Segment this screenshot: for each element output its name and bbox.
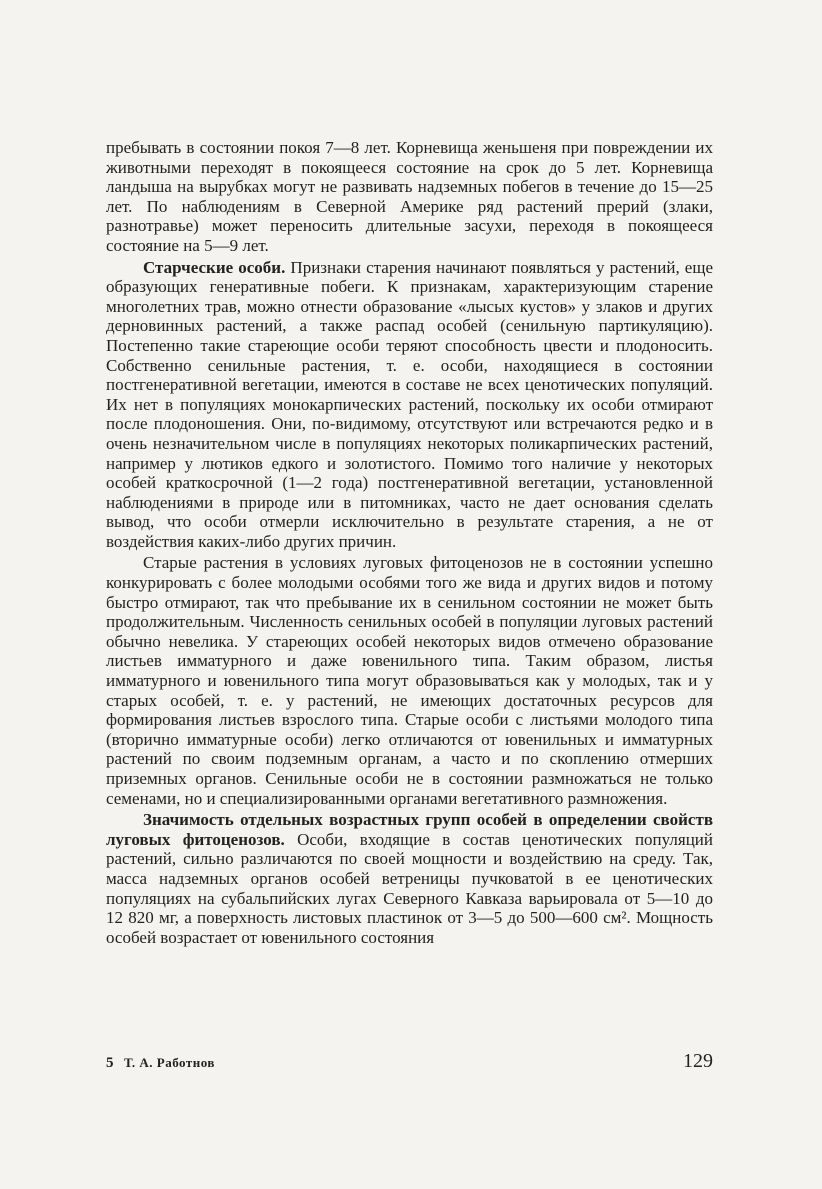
page-number: 129 [683, 1050, 713, 1072]
paragraph-text: Признаки старения начинают появляться у растений, еще образующих генеративные побеги. К признакам, характеризующим старение многолетних трав, можно отнести образование «лысых кустов» у злаков и других дерновинных растений, а также распад особей (сенильную партикуляцию). Постепенно такие стареющие особи теряют способность цвести и плодоносить. Собственно сенильные растения, т. е. особи, находящиеся в состоянии постгенеративной вегетации, имеются в составе не всех ценотических популяций. Их нет в популяциях монокарпических растений, поскольку их особи отмирают после плодоношения. Они, по-видимому, отсутствуют или встречаются редко и в очень незначительном числе в популяциях некоторых поликарпических растений, например у лютиков едкого и золотистого. Помимо того наличие у некоторых особей краткосрочной (1—2 года) постгенеративной вегетации, установленной наблюдениями в природе или в питомниках, часто не дает основания сделать вывод, что особи отмерли исключительно в результате старения, а не от воздействия каких-либо других причин. [106, 257, 713, 551]
paragraph-text: пребывать в состоянии покоя 7—8 лет. Корневища женьшеня при повреждении их животными переходят в покоящееся состояние на срок до 5 лет. Корневища ландыша на вырубках могут не развивать надземных побегов в течение до 15—25 лет. По наблюдениям в Северной Америке ряд растений прерий (злаки, разнотравье) может переносить длительные засухи, переходя в покоящееся состояние на 5—9 лет. [106, 138, 713, 255]
paragraph-text: Особи, входящие в состав ценотических популяций растений, сильно различаются по своей мощности и воздействию на среду. Так, масса надземных органов особей ветреницы пучковатой в ее ценотических популяциях на субальпийских лугах Северного Кавказа варьировала от 5—10 до 12 820 мг, а поверхность листовых пластинок от 3—5 до 500—600 см². Мощность особей возрастает от ювенильного состояния [106, 829, 713, 947]
signature-number: 5 [106, 1055, 114, 1071]
paragraph-heading: Старческие особи. [143, 257, 286, 277]
paragraph-continuation [106, 138, 713, 256]
paragraph-heading: Значимость отдельных возрастных групп особей в определении свойств луговых фитоценозов. [106, 810, 713, 849]
footer-signature [106, 1055, 215, 1072]
page-body [106, 138, 713, 947]
paragraph-old-plants [106, 553, 713, 808]
page-footer [106, 1050, 713, 1073]
paragraph-senile-individuals [106, 258, 713, 552]
footer-author: Т. А. Работнов [124, 1055, 215, 1070]
paragraph-text: Старые растения в условиях луговых фитоценозов не в состоянии успешно конкурировать с более молодыми особями того же вида и других видов и потому быстро отмирают, так что пребывание их в сенильном состоянии не может быть продолжительным. Численность сенильных особей в популяции луговых растений обычно невелика. У стареющих особей некоторых видов отмечено образование листьев имматурного и даже ювенильного типа. Таким образом, листья имматурного и ювенильного типа могут образовываться как у молодых, так и у старых особей, т. е. у растений, не имеющих достаточных ресурсов для формирования листьев взрослого типа. Старые особи с листьями молодого типа (вторично имматурные особи) легко отличаются от ювенильных и имматурных растений по своим подземным органам, а часто и по скоплению отмерших приземных органов. Сенильные особи не в состоянии размножаться не только семенами, но и специализированными органами вегетативного размножения. [106, 553, 713, 808]
paragraph-age-groups [106, 810, 713, 947]
